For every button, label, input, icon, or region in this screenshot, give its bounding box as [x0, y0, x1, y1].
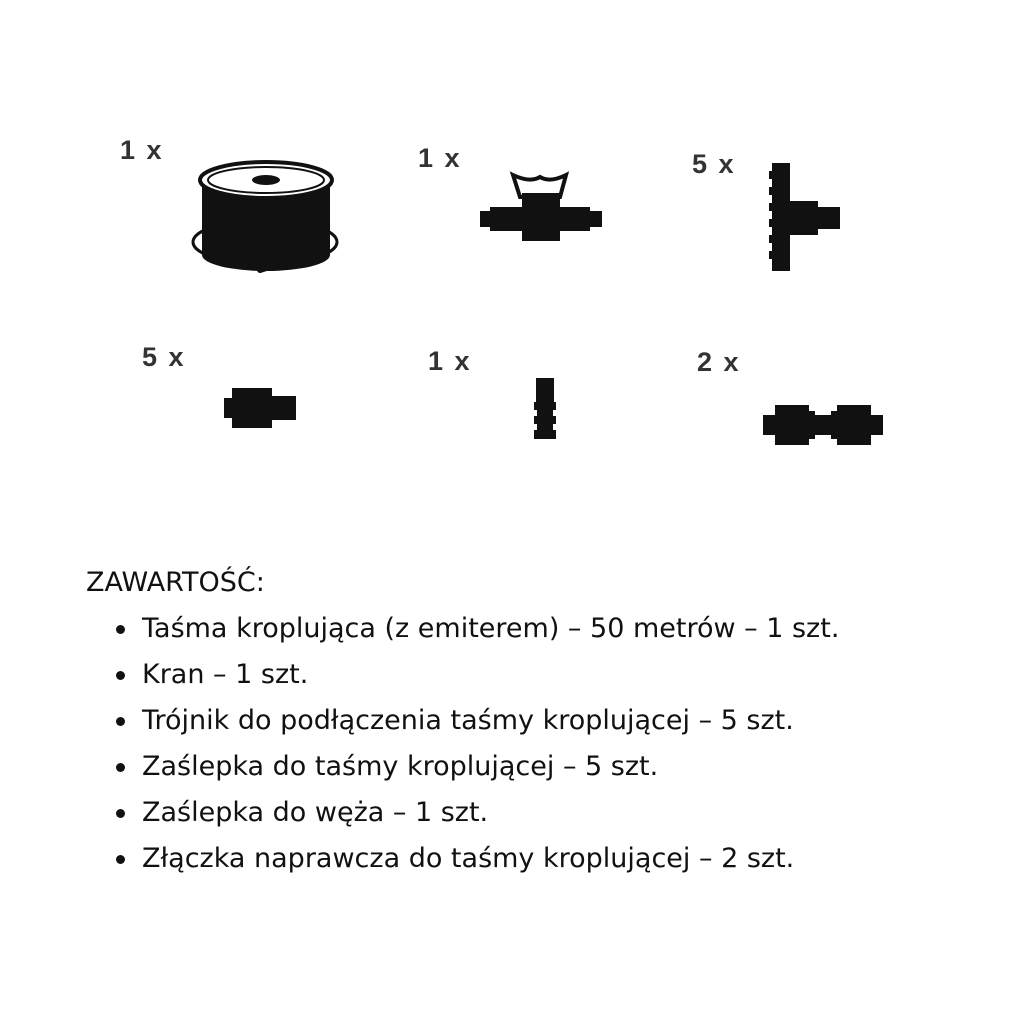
end-cap-icon: [224, 384, 298, 434]
plug-icon: [530, 376, 560, 442]
part-drip-tape-reel: [110, 125, 370, 295]
part-valve: [410, 135, 620, 255]
part-quantity: 1 x: [418, 143, 462, 173]
part-repair-coupling: [695, 345, 895, 455]
coupling-icon: [763, 399, 885, 449]
contents-item: Zaślepka do taśmy kroplującej – 5 szt.: [110, 744, 986, 790]
part-quantity: 5 x: [692, 149, 736, 179]
contents-list: [86, 606, 986, 882]
contents-section: [86, 560, 986, 882]
contents-item: Trójnik do podłączenia taśmy kroplującej – 5 szt.: [110, 698, 986, 744]
part-quantity: 1 x: [428, 346, 472, 376]
valve-icon: [478, 167, 608, 247]
contents-title: ZAWARTOŚĆ:: [86, 567, 265, 598]
part-quantity: 5 x: [142, 342, 186, 372]
contents-item: Taśma kroplująca (z emiterem) – 50 metrów – 1 szt.: [110, 606, 986, 652]
reel-icon: [190, 160, 350, 285]
part-tee-connector: [690, 145, 870, 285]
contents-item: Kran – 1 szt.: [110, 652, 986, 698]
part-hose-end-plug: [420, 340, 580, 450]
part-quantity: 1 x: [120, 135, 164, 165]
contents-item: Złączka naprawcza do taśmy kroplującej – 2 szt.: [110, 836, 986, 882]
part-quantity: 2 x: [697, 347, 741, 377]
part-tape-end-cap: [140, 340, 310, 440]
tee-icon: [768, 157, 848, 277]
contents-item: Zaślepka do węża – 1 szt.: [110, 790, 986, 836]
